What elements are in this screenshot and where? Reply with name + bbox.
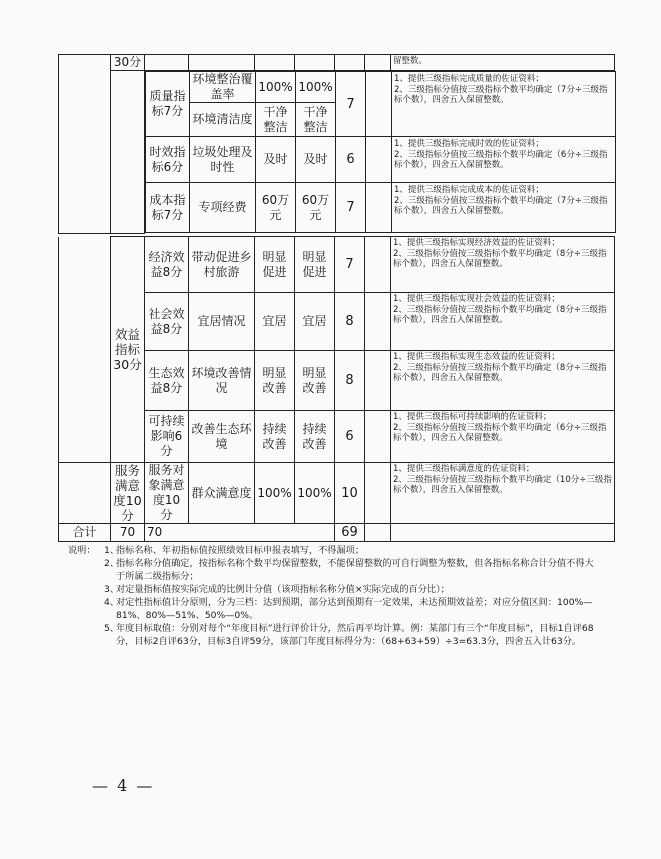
level1-weight-cont: 30分 xyxy=(111,55,145,71)
score: 10 xyxy=(335,463,365,524)
level2-ecological: 生态效益8分 xyxy=(145,351,189,411)
level2-service-satisfaction: 服务对象满意度10分 xyxy=(145,463,189,524)
note-number: 4、 xyxy=(104,597,120,608)
note-line-1: 1、提供三级指标实现生态效益的佐证资料； xyxy=(393,352,560,362)
note-number: 2、 xyxy=(104,558,120,569)
target-value: 持续改善 xyxy=(255,411,295,463)
actual-value: 宜居 xyxy=(295,293,335,351)
level2-cost: 成本指标7分 xyxy=(146,183,190,233)
note-line-1: 1、提供三级指标实现经济效益的佐证资料； xyxy=(393,238,560,248)
level2-social: 社会效益8分 xyxy=(145,293,189,351)
target-value: 宜居 xyxy=(255,293,295,351)
note-text: 年度目标取值：分别对每个“年度目标”进行评价计分，然后再平均计算。例：某部门有三个“年度目标”，目标1自评68分，目标2自评63分，目标3自评59分，该部门年度目标得分为：（68+63+59）÷3=63.3分，四舍五入计63分。 xyxy=(116,623,594,647)
target-value: 100% xyxy=(256,72,296,103)
note-number: 1、 xyxy=(104,545,120,556)
note-number: 3、 xyxy=(104,584,120,595)
total-score: 69 xyxy=(335,524,365,542)
actual-value: 持续改善 xyxy=(295,411,335,463)
actual-value: 干净整洁 xyxy=(296,103,336,137)
score: 6 xyxy=(336,137,366,183)
explanation-notes xyxy=(68,544,600,648)
note-line-2: 2、三级指标分值按三级指标个数平均确定（6分÷三级指标个数），四舍五入保留整数。 xyxy=(394,149,608,170)
note-line-2: 2、三级指标分值按三级指标个数平均确定（8分÷三级指标个数），四舍五入保留整数。 xyxy=(393,248,607,269)
target-value: 明显改善 xyxy=(255,351,295,411)
actual-value: 100% xyxy=(296,72,336,103)
level1-satisfaction: 服务满意度10分 xyxy=(111,463,145,524)
score: 7 xyxy=(335,237,365,293)
note-line-1: 1、提供三级指标实现社会效益的佐证资料； xyxy=(393,294,560,304)
target-value: 及时 xyxy=(256,137,296,183)
total-weight: 70 xyxy=(111,524,145,542)
level3-indicator: 带动促进乡村旅游 xyxy=(189,237,255,293)
score: 8 xyxy=(335,293,365,351)
note-text: 对定量指标值按实际完成的比例计分值（该项指标名称分值×实际完成的百分比）； xyxy=(116,584,450,595)
note-number: 5、 xyxy=(104,623,120,634)
score: 6 xyxy=(335,411,365,463)
target-value: 100% xyxy=(255,463,295,524)
note-line-2: 2、三级指标分值按三级指标个数平均确定（7分÷三级指标个数），四舍五入保留整数。 xyxy=(394,84,608,105)
note-line-1: 1、提供三级指标满意度的佐证资料； xyxy=(393,464,535,474)
note-line-2: 2、三级指标分值按三级指标个数平均确定（8分÷三级指标个数），四舍五入保留整数。 xyxy=(393,304,607,325)
page-number: — 4 — xyxy=(92,776,155,795)
score: 7 xyxy=(336,72,366,137)
note-text: 指标名称、年初指标值按照绩效目标申报表填写，不得漏项； xyxy=(116,545,365,556)
actual-value: 及时 xyxy=(296,137,336,183)
performance-evaluation-table xyxy=(58,54,615,234)
level2-economic: 经济效益8分 xyxy=(145,237,189,293)
level3-indicator: 环境改善情况 xyxy=(189,351,255,411)
note-line-1: 1、提供三级指标完成成本的佐证资料； xyxy=(394,185,544,195)
note-line-1: 1、提供三级指标完成质量的佐证资料； xyxy=(394,74,544,84)
note-cell: 留整数。 xyxy=(391,55,615,71)
score: 8 xyxy=(335,351,365,411)
note-line-2: 2、三级指标分值按三级指标个数平均确定（10分÷三级指标个数），四舍五入保留整数。 xyxy=(393,474,612,495)
total-label: 合计 xyxy=(59,524,111,542)
note-line-2: 2、三级指标分值按三级指标个数平均确定（8分÷三级指标个数），四舍五入保留整数。 xyxy=(393,362,607,383)
note-text: 对定性指标值计分原则，分为三档：达到预期，部分达到预期有一定效果，未达预期效益差；对应分值区间：100%—81%、80%—51%、50%—0%。 xyxy=(116,597,593,621)
level1-benefit: 效益指标30分 xyxy=(111,237,145,463)
level1-cell-output xyxy=(59,55,111,234)
note-line-2: 2、三级指标分值按三级指标个数平均确定（6分÷三级指标个数），四舍五入保留整数。 xyxy=(393,422,607,443)
notes-lead: 说明： xyxy=(68,545,96,556)
level3-indicator: 垃圾处理及时性 xyxy=(190,137,256,183)
level3-indicator: 环境整治覆盖率 xyxy=(190,72,256,103)
note-line-2: 2、三级指标分值按三级指标个数平均确定（7分÷三级指标个数），四舍五入保留整数。 xyxy=(394,195,608,216)
level3-indicator: 改善生态环境 xyxy=(189,411,255,463)
level3-indicator: 环境清洁度 xyxy=(190,103,256,137)
performance-evaluation-table-part2 xyxy=(58,236,615,542)
level2-quality: 质量指标7分 xyxy=(146,72,190,137)
level2-timeliness: 时效指标6分 xyxy=(146,137,190,183)
actual-value: 100% xyxy=(295,463,335,524)
level2-sustainability: 可持续影响6分 xyxy=(145,411,189,463)
level3-indicator: 群众满意度 xyxy=(189,463,255,524)
target-value: 60万元 xyxy=(256,183,296,233)
level3-indicator: 专项经费 xyxy=(190,183,256,233)
target-value: 明显促进 xyxy=(255,237,295,293)
score: 7 xyxy=(336,183,366,233)
note-text: 指标名称分值确定，按指标名称个数平均保留整数，不能保留整数的可自行调整为整数，但各指标名称合计分值不得大于所属二级指标分； xyxy=(116,558,594,582)
level3-indicator: 宜居情况 xyxy=(189,293,255,351)
total-weight-2: 70 xyxy=(145,524,335,542)
actual-value: 60万元 xyxy=(296,183,336,233)
note-line-1: 1、提供三级指标完成时效的佐证资料； xyxy=(394,139,544,149)
target-value: 干净整洁 xyxy=(256,103,296,137)
note-line-1: 1、提供三级指标可持续影响的佐证资料； xyxy=(393,412,552,422)
actual-value: 明显改善 xyxy=(295,351,335,411)
actual-value: 明显促进 xyxy=(295,237,335,293)
